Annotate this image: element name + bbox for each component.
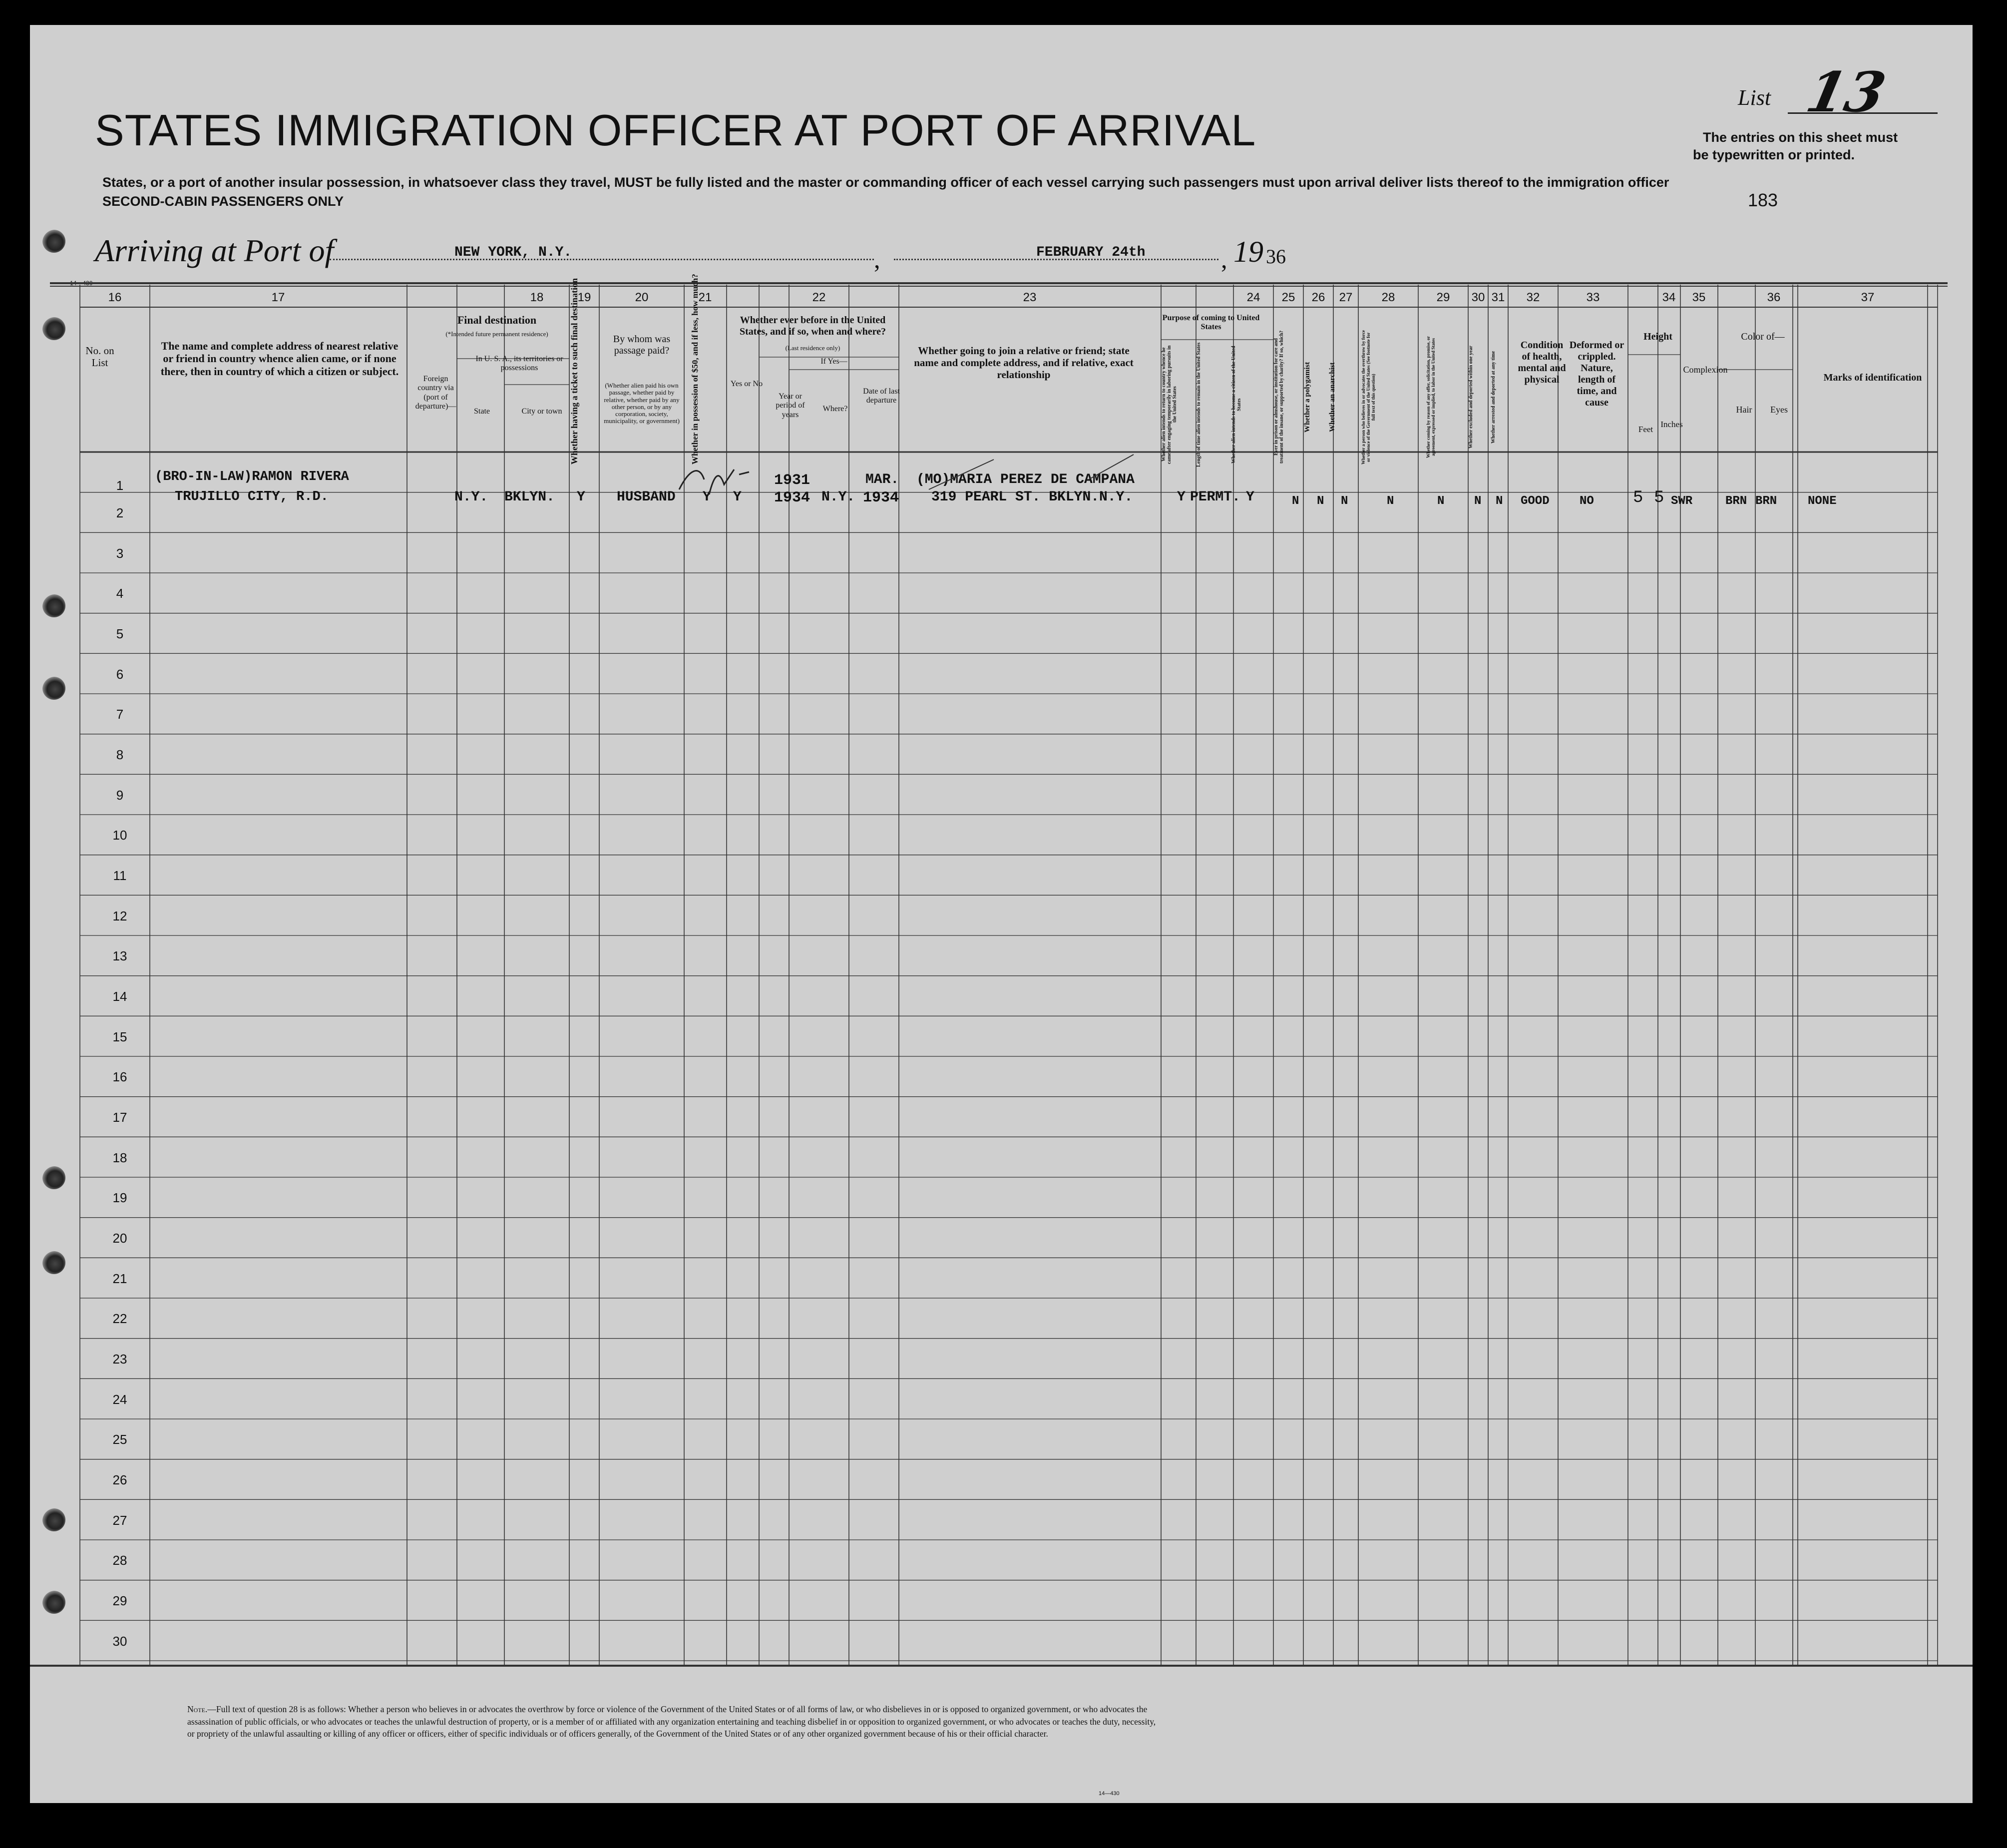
row-number: 2 [116, 505, 124, 520]
row-number: 5 [116, 626, 124, 641]
header-eyes: Eyes [1770, 405, 1788, 415]
column-number: 17 [271, 291, 285, 304]
binder-hole [42, 677, 65, 700]
entries-note-1: The entries on this sheet must [1703, 130, 1898, 145]
header-color-of: Color of— [1741, 331, 1785, 342]
column-number: 27 [1339, 291, 1353, 304]
deformed-value: NO [1580, 494, 1594, 508]
comma: , [874, 245, 880, 273]
row-number: 29 [112, 1593, 127, 1608]
row-number: 16 [112, 1069, 127, 1085]
manifest-sheet [30, 25, 1973, 1803]
header-polygamist: Whether a polygamist [1303, 362, 1311, 433]
column-number: 37 [1861, 291, 1875, 304]
header-city: City or town [521, 407, 562, 416]
c28-value: N [1387, 494, 1394, 508]
row-number: 9 [116, 787, 124, 803]
complexion-value: SWR [1671, 494, 1693, 508]
header-hair: Hair [1736, 405, 1752, 415]
ticket-value: Y [577, 489, 585, 505]
row-number: 7 [116, 707, 124, 722]
join-address: 319 PEARL ST. BKLYN.N.Y. [931, 489, 1133, 505]
column-number: 24 [1246, 291, 1260, 304]
column-number: 33 [1586, 291, 1600, 304]
column-number: 32 [1526, 291, 1540, 304]
list-label: List [1738, 85, 1771, 110]
header-passage-note: (Whether alien paid his own passage, whether paid by relative, whether paid by any other person, or by any corporation, society, municipality, or government) [604, 382, 680, 425]
binder-hole [42, 1166, 65, 1189]
header-length-of-stay: Length of time alien intends to remain in the United States [1196, 342, 1202, 467]
c25-value: N [1292, 494, 1299, 508]
dest-city: BKLYN. [504, 489, 555, 505]
c29-value: N [1437, 494, 1445, 508]
binder-hole [42, 317, 65, 340]
header-yes-no: Yes or No [730, 380, 763, 388]
list-number: 13 [1801, 60, 1891, 124]
header-foreign-country: Foreign country via (port of departure)— [415, 375, 456, 411]
row-number: 18 [112, 1150, 127, 1165]
footnote [187, 1703, 1161, 1740]
fifty-dollars-value: Y [703, 489, 711, 505]
row-number: 4 [116, 586, 124, 601]
date-value: FEBRUARY 24th [1036, 245, 1146, 260]
row-number: 19 [112, 1190, 127, 1206]
footnote-label: Note.— [187, 1704, 216, 1714]
handwritten-mark [669, 455, 759, 509]
length-of-stay-value: PERMT. [1190, 489, 1240, 505]
header-no-on-list: No. on List [85, 345, 114, 369]
row-number: 15 [112, 1029, 127, 1044]
header-in-usa: In U. S. A., its territories or possessions [475, 355, 563, 373]
citizen-intent-value: Y [1246, 489, 1254, 505]
year-line-1: 1931 [774, 472, 810, 489]
header-state: State [474, 407, 490, 416]
row-number: 26 [112, 1472, 127, 1487]
binder-hole [42, 594, 65, 617]
hair-value: BRN [1725, 494, 1747, 508]
column-number: 36 [1767, 291, 1781, 304]
column-number: 22 [812, 291, 826, 304]
column-number: 21 [698, 291, 712, 304]
column-number: 28 [1381, 291, 1395, 304]
column-number: 23 [1023, 291, 1037, 304]
header-before-note: (Last residence only) [785, 344, 840, 352]
header-ticket: Whether having a ticket to such final destination [569, 278, 579, 464]
header-height: Height [1643, 331, 1672, 342]
binder-hole [42, 1251, 65, 1274]
column-number: 16 [108, 291, 122, 304]
row-number: 25 [112, 1432, 127, 1447]
port-value: NEW YORK, N.Y. [454, 245, 572, 260]
column-number: 29 [1436, 291, 1450, 304]
header-feet: Feet [1638, 425, 1653, 434]
header-relative-address: The name and complete address of nearest relative or friend in country whence alien came, or if none there, then in country of which a citizen or subject. [160, 340, 399, 378]
header-labor-offer: Whether coming by reason of any offer, solicitation, promise, or agreement, expressed or implied, to labor in the United States [1426, 336, 1436, 459]
row-number: 24 [112, 1391, 127, 1407]
column-number: 25 [1281, 291, 1295, 304]
year-line-2: 1934 [774, 489, 810, 506]
column-number: 26 [1311, 291, 1325, 304]
header-final-destination-note: (*Intended future permanent residence) [445, 330, 548, 338]
where-value: N.Y. [821, 489, 855, 505]
binder-hole [42, 1591, 65, 1614]
row-number: 10 [112, 828, 127, 843]
footnote-text: Full text of question 28 is as follows: Whether a person who believes in or advocates the overthrow by force or violence of the Government of the United States or of all forms of law, or who disbelieves in or is opposed to organized government, or who advocates the assassination of public officials, or who advocates or teaches the unlawful destruction of property, or is a member of or affiliated with any organization entertaining and teaching disbelief in or opposition to organized government, or who advocates or teaches the duty, necessity, or propriety of the unlawful assaulting or killing of any officer or officers, either of specific individuals or of officers generally, of the Government of the United States or of any other organized government because of his or their official character. [187, 1704, 1156, 1739]
row-number: 3 [116, 545, 124, 561]
header-fifty-dollars: Whether in possession of $50, and if less, how much? [690, 274, 700, 464]
relative-name: (BRO-IN-LAW)RAMON RIVERA [155, 469, 349, 484]
row-number: 1 [116, 478, 124, 493]
arriving-label: Arriving at Port of [95, 233, 334, 268]
page-title: STATES IMMIGRATION OFFICER AT PORT OF ARRIVAL [95, 105, 1256, 155]
health-value: GOOD [1521, 494, 1550, 508]
row-number: 11 [113, 868, 127, 883]
c26-value: N [1317, 494, 1324, 508]
header-join-relative: Whether going to join a relative or friend; state name and complete address, and if relative, exact relationship [914, 345, 1134, 381]
header-marks: Marks of identification [1823, 372, 1922, 383]
header-final-destination: Final destination [457, 314, 537, 326]
row-number: 12 [112, 908, 127, 924]
column-number: 20 [635, 291, 649, 304]
row-number: 22 [112, 1311, 127, 1327]
comma: , [1221, 245, 1227, 273]
row-number: 13 [112, 948, 127, 964]
second-cabin-label: SECOND-CABIN PASSENGERS ONLY [102, 194, 344, 209]
row-number: 8 [116, 747, 124, 762]
c30-value: N [1474, 494, 1482, 508]
header-departure: Date of last departure [863, 387, 900, 405]
column-number: 30 [1471, 291, 1485, 304]
dest-state: N.Y. [454, 489, 488, 505]
departure-line-1: MAR. [865, 472, 899, 487]
header-passage-paid: By whom was passage paid? [613, 334, 671, 356]
binder-hole [42, 230, 65, 253]
header-excluded: Whether excluded and deported within one year [1468, 346, 1474, 449]
header-health: Condition of health, mental and physical [1518, 340, 1566, 385]
row-number: 23 [112, 1352, 127, 1367]
column-number: 31 [1491, 291, 1505, 304]
eyes-value: BRN [1755, 494, 1777, 508]
instruction-line: States, or a port of another insular possession, in whatsoever class they travel, MUST be fully listed and the master or commanding officer of each vessel carrying such passengers must upon arrival deliver lists thereof to the immigration officer [102, 175, 1669, 190]
header-return-intent: Whether alien intends to return to country whence he came after engaging temporarily in laboring pursuits in the United States [1161, 345, 1178, 464]
header-inches: Inches [1660, 420, 1683, 429]
year-suffix: 36 [1266, 245, 1286, 268]
departure-line-2: 1934 [863, 489, 899, 506]
inches-value: 5 [1654, 488, 1664, 507]
header-citizen-intent: Whether alien intends to become a citizen of the United States [1231, 346, 1242, 463]
marks-value: NONE [1808, 494, 1837, 508]
row-number: 6 [116, 666, 124, 682]
column-number: 18 [530, 291, 544, 304]
passage-paid-value: HUSBAND [617, 489, 676, 505]
form-code-top: 14—430 [70, 280, 93, 287]
row-number: 17 [112, 1110, 127, 1125]
page-number: 183 [1748, 190, 1778, 210]
row-number: 27 [112, 1512, 127, 1528]
join-name: (MO)MARIA PEREZ DE CAMPANA [916, 472, 1135, 487]
row-number: 20 [112, 1231, 127, 1246]
entries-note-2: be typewritten or printed. [1693, 147, 1855, 162]
form-code-bottom: 14—430 [1099, 1791, 1120, 1797]
header-complexion: Complexion [1683, 365, 1728, 375]
row-number: 30 [112, 1633, 127, 1649]
header-year: Year or period of years [776, 392, 805, 419]
header-arrested: Whether arrested and deported at any time [1491, 351, 1496, 444]
row-number: 28 [112, 1553, 127, 1568]
c27-value: N [1341, 494, 1348, 508]
header-before-in-us: Whether ever before in the United States, and if so, when and where? [740, 315, 886, 337]
header-purpose: Purpose of coming to United States [1162, 314, 1260, 332]
header-prison: Ever in prison or almshouse, or institution for care and treatment of the insane, or supported by charity? If so, which? [1273, 330, 1284, 464]
header-deformed: Deformed or crippled. Nature, length of time, and cause [1569, 340, 1624, 408]
year-prefix: 19 [1233, 235, 1263, 268]
before-in-us-value: Y [733, 489, 742, 505]
row-number: 14 [112, 989, 127, 1004]
header-if-yes: If Yes— [820, 357, 847, 366]
feet-value: 5 [1633, 488, 1643, 507]
header-overthrow: Whether a person who believes in or advocates the overthrow by force or violence of the Government of the United States (See footnote for full text of this question) [1361, 330, 1376, 464]
return-intent-value: Y [1177, 489, 1186, 505]
header-where: Where? [822, 405, 848, 413]
column-number: 35 [1692, 291, 1706, 304]
column-number: 34 [1662, 291, 1676, 304]
pencil-strokes [924, 435, 1174, 494]
header-anarchist: Whether an anarchist [1328, 362, 1336, 432]
column-number: 19 [577, 291, 591, 304]
c31-value: N [1496, 494, 1503, 508]
binder-hole [42, 1508, 65, 1531]
relative-address: TRUJILLO CITY, R.D. [175, 489, 329, 504]
row-number: 21 [112, 1271, 127, 1286]
